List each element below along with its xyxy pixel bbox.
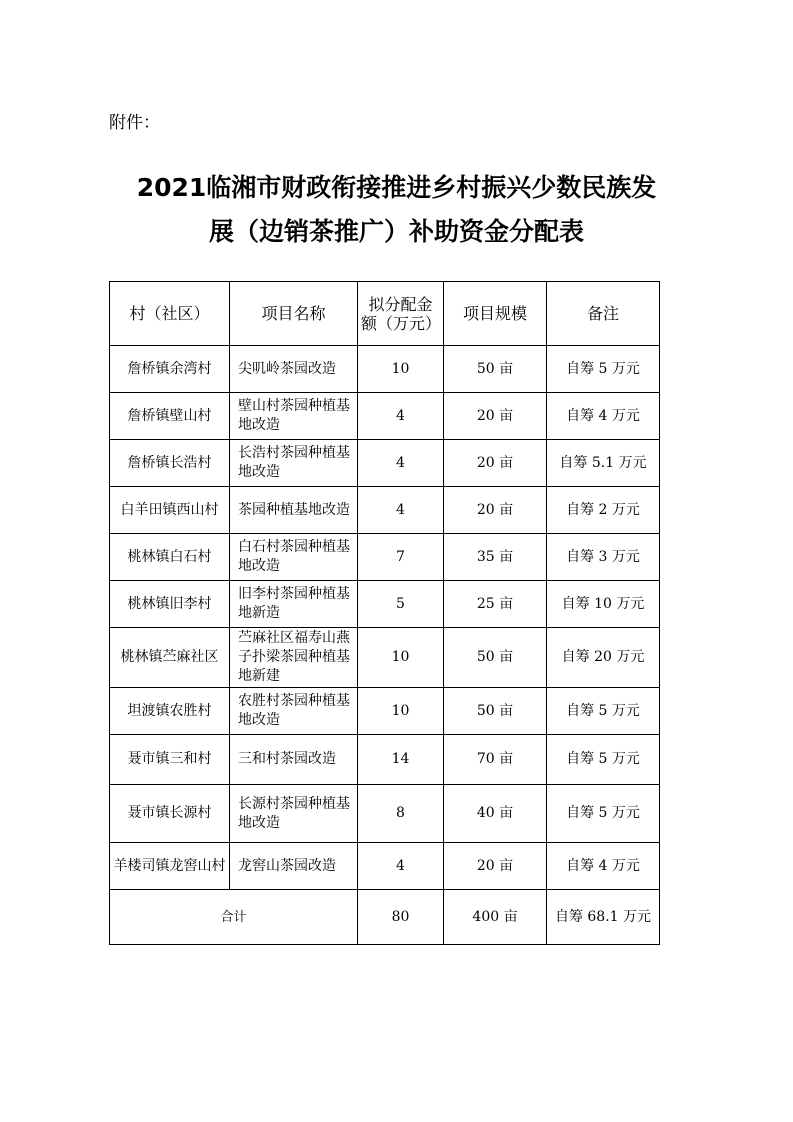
document-title-line-2: 展（边销茶推广）补助资金分配表 (208, 217, 584, 246)
village-cell: 桃林镇苎麻社区 (110, 628, 230, 688)
project-cell: 苎麻社区福寿山燕子扑梁茶园种植基地新建 (230, 628, 358, 688)
scale-cell: 20 亩 (444, 393, 547, 440)
table-row (110, 843, 660, 890)
village-cell: 詹桥镇长浩村 (110, 440, 230, 487)
scale-cell: 25 亩 (444, 581, 547, 628)
total-note: 自筹 68.1 万元 (547, 890, 660, 945)
table-row (110, 487, 660, 534)
table-row (110, 581, 660, 628)
project-cell: 长浩村茶园种植基地改造 (230, 440, 358, 487)
note-cell: 自筹 5 万元 (547, 735, 660, 785)
column-header-project: 项目名称 (230, 282, 358, 346)
table-row (110, 346, 660, 393)
project-cell: 尖叽岭茶园改造 (230, 346, 358, 393)
amount-cell: 14 (358, 735, 444, 785)
note-cell: 自筹 4 万元 (547, 393, 660, 440)
amount-cell: 4 (358, 393, 444, 440)
total-amount: 80 (358, 890, 444, 945)
village-cell: 聂市镇长源村 (110, 785, 230, 843)
column-header-note: 备注 (547, 282, 660, 346)
table-row (110, 393, 660, 440)
scale-cell: 40 亩 (444, 785, 547, 843)
column-header-amount: 拟分配金额（万元） (358, 282, 444, 346)
note-cell: 自筹 5.1 万元 (547, 440, 660, 487)
amount-cell: 10 (358, 346, 444, 393)
amount-cell: 8 (358, 785, 444, 843)
table-row (110, 735, 660, 785)
table-row (110, 440, 660, 487)
amount-cell: 10 (358, 628, 444, 688)
project-cell: 旧李村茶园种植基地新造 (230, 581, 358, 628)
table-row (110, 785, 660, 843)
project-cell: 壁山村茶园种植基地改造 (230, 393, 358, 440)
note-cell: 自筹 5 万元 (547, 688, 660, 735)
village-cell: 羊楼司镇龙窖山村 (110, 843, 230, 890)
scale-cell: 20 亩 (444, 487, 547, 534)
amount-cell: 4 (358, 487, 444, 534)
project-cell: 农胜村茶园种植基地改造 (230, 688, 358, 735)
column-header-village: 村（社区） (110, 282, 230, 346)
document-title-line-1: 2021临湘市财政衔接推进乡村振兴少数民族发 (136, 173, 657, 202)
total-label: 合计 (110, 890, 358, 945)
note-cell: 自筹 5 万元 (547, 785, 660, 843)
project-cell: 三和村茶园改造 (230, 735, 358, 785)
scale-cell: 35 亩 (444, 534, 547, 581)
table-row (110, 628, 660, 688)
table-header-row (110, 282, 660, 346)
village-cell: 詹桥镇余湾村 (110, 346, 230, 393)
total-scale: 400 亩 (444, 890, 547, 945)
note-cell: 自筹 3 万元 (547, 534, 660, 581)
scale-cell: 70 亩 (444, 735, 547, 785)
table-row (110, 534, 660, 581)
allocation-table (109, 281, 660, 945)
amount-cell: 5 (358, 581, 444, 628)
amount-cell: 10 (358, 688, 444, 735)
village-cell: 坦渡镇农胜村 (110, 688, 230, 735)
project-cell: 白石村茶园种植基地改造 (230, 534, 358, 581)
table-row (110, 688, 660, 735)
scale-cell: 50 亩 (444, 688, 547, 735)
note-cell: 自筹 5 万元 (547, 346, 660, 393)
scale-cell: 50 亩 (444, 628, 547, 688)
column-header-scale: 项目规模 (444, 282, 547, 346)
amount-cell: 4 (358, 440, 444, 487)
note-cell: 自筹 10 万元 (547, 581, 660, 628)
amount-cell: 7 (358, 534, 444, 581)
scale-cell: 20 亩 (444, 843, 547, 890)
village-cell: 桃林镇旧李村 (110, 581, 230, 628)
project-cell: 茶园种植基地改造 (230, 487, 358, 534)
total-row (110, 890, 660, 945)
village-cell: 詹桥镇壁山村 (110, 393, 230, 440)
scale-cell: 50 亩 (444, 346, 547, 393)
note-cell: 自筹 2 万元 (547, 487, 660, 534)
village-cell: 桃林镇白石村 (110, 534, 230, 581)
amount-cell: 4 (358, 843, 444, 890)
attachment-label: 附件： (109, 113, 160, 133)
note-cell: 自筹 20 万元 (547, 628, 660, 688)
project-cell: 长源村茶园种植基地改造 (230, 785, 358, 843)
village-cell: 聂市镇三和村 (110, 735, 230, 785)
project-cell: 龙窖山茶园改造 (230, 843, 358, 890)
scale-cell: 20 亩 (444, 440, 547, 487)
village-cell: 白羊田镇西山村 (110, 487, 230, 534)
note-cell: 自筹 4 万元 (547, 843, 660, 890)
